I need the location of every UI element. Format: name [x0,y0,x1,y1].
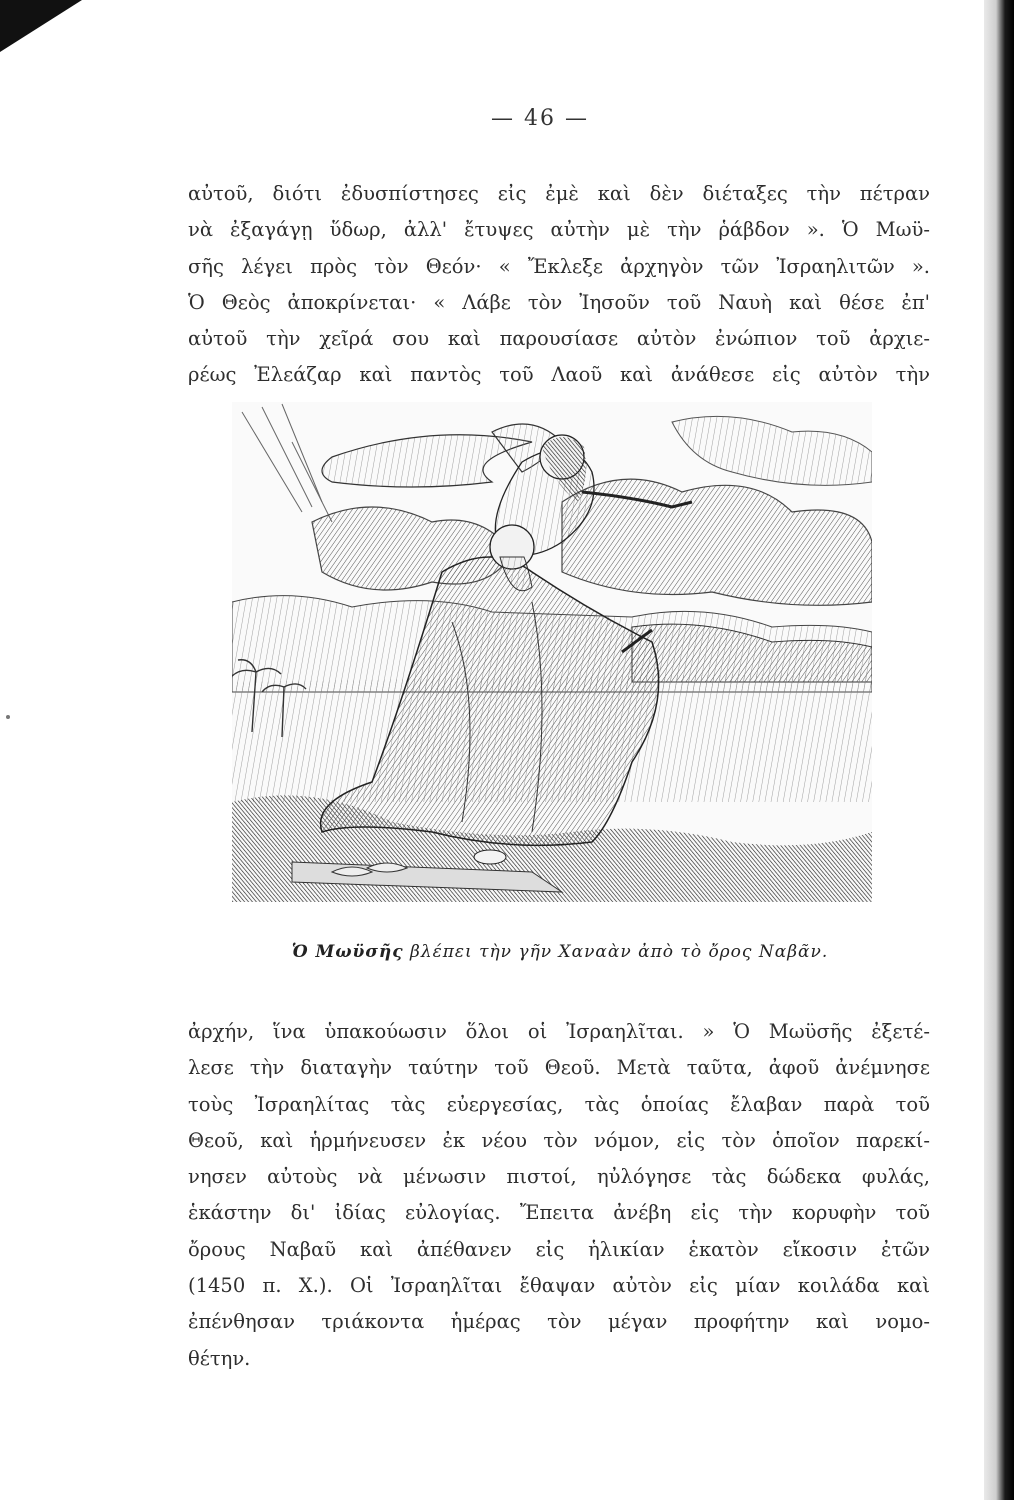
text-line: σῆς λέγει πρὸς τὸν Θεόν· « Ἔκλεξε ἀρχηγὸν τῶν Ἰσραηλιτῶν ». [188,254,930,278]
text-line: (1450 π. Χ.). Οἱ Ἰσραηλῖται ἔθαψαν αὐτὸν εἰς μίαν κοιλάδα καὶ [188,1274,930,1298]
text-line: αὐτοῦ τὴν χεῖρά σου καὶ παρουσίασε αὐτὸν ἐνώπιον τοῦ ἀρχιε- [188,327,930,351]
text-line: Ὁ Θεὸς ἀποκρίνεται· « Λάβε τὸν Ἰησοῦν τοῦ Ναυὴ καὶ θέσε ἐπ' [188,290,930,314]
text-line: τοὺς Ἰσραηλίτας τὰς εὐεργεσίας, τὰς ὁποίας ἔλαβαν παρὰ τοῦ [188,1092,930,1116]
text-line: ρέως Ἐλεάζαρ καὶ παντὸς τοῦ Λαοῦ καὶ ἀνάθεσε εἰς αὐτὸν τὴν [188,363,930,387]
text-line: ὄρους Ναβαῦ καὶ ἀπέθανεν εἰς ἡλικίαν ἑκατὸν εἴκοσιν ἐτῶν [188,1237,930,1261]
text-line: ἐπένθησαν τριάκοντα ἡμέρας τὸν μέγαν προφήτην καὶ νομο- [188,1310,930,1334]
engraving-illustration [232,402,872,902]
text-line: Θεοῦ, καὶ ἡρμήνευσεν ἐκ νέου τὸν νόμον, εἰς τὸν ὁποῖον παρεκί- [188,1128,930,1152]
text-line: ἀρχήν, ἵνα ὑπακούωσιν ὅλοι οἱ Ἰσραηλῖται. » Ὁ Μωϋσῆς ἐξετέ- [188,1020,930,1043]
paragraph-bottom [188,1014,930,1377]
scan-right-edge [984,0,1014,1500]
scan-speck [6,715,10,719]
text-line: λεσε τὴν διαταγὴν ταύτην τοῦ Θεοῦ. Μετὰ ταῦτα, ἀφοῦ ἀνέμνησε [188,1056,930,1080]
page-number: — 46 — [491,106,589,131]
text-line: νὰ ἐξαγάγῃ ὕδωρ, ἀλλ' ἔτυψες αὐτὴν μὲ τὴν ῥάβδον ». Ὁ Μωϋ- [188,218,930,242]
text-line: θέτην. [188,1346,251,1370]
paragraph-top [188,176,930,394]
caption-text: βλέπει τὴν γῆν Χαναὰν ἀπὸ τὸ ὄρος Ναβᾶν. [410,942,829,962]
text-line: αὐτοῦ, διότι ἐδυσπίστησες εἰς ἐμὲ καὶ δὲν διέταξες τὴν πέτραν [188,182,930,205]
text-line: νησεν αὐτοὺς νὰ μένωσιν πιστοί, ηὐλόγησε τὰς δώδεκα φυλάς, [188,1165,930,1189]
caption-subject: Ὁ Μωϋσῆς [291,942,404,962]
illustration-caption [160,942,960,962]
text-line: ἑκάστην δι' ἰδίας εὐλογίας. Ἔπειτα ἀνέβη εἰς τὴν κορυφὴν τοῦ [188,1201,930,1225]
